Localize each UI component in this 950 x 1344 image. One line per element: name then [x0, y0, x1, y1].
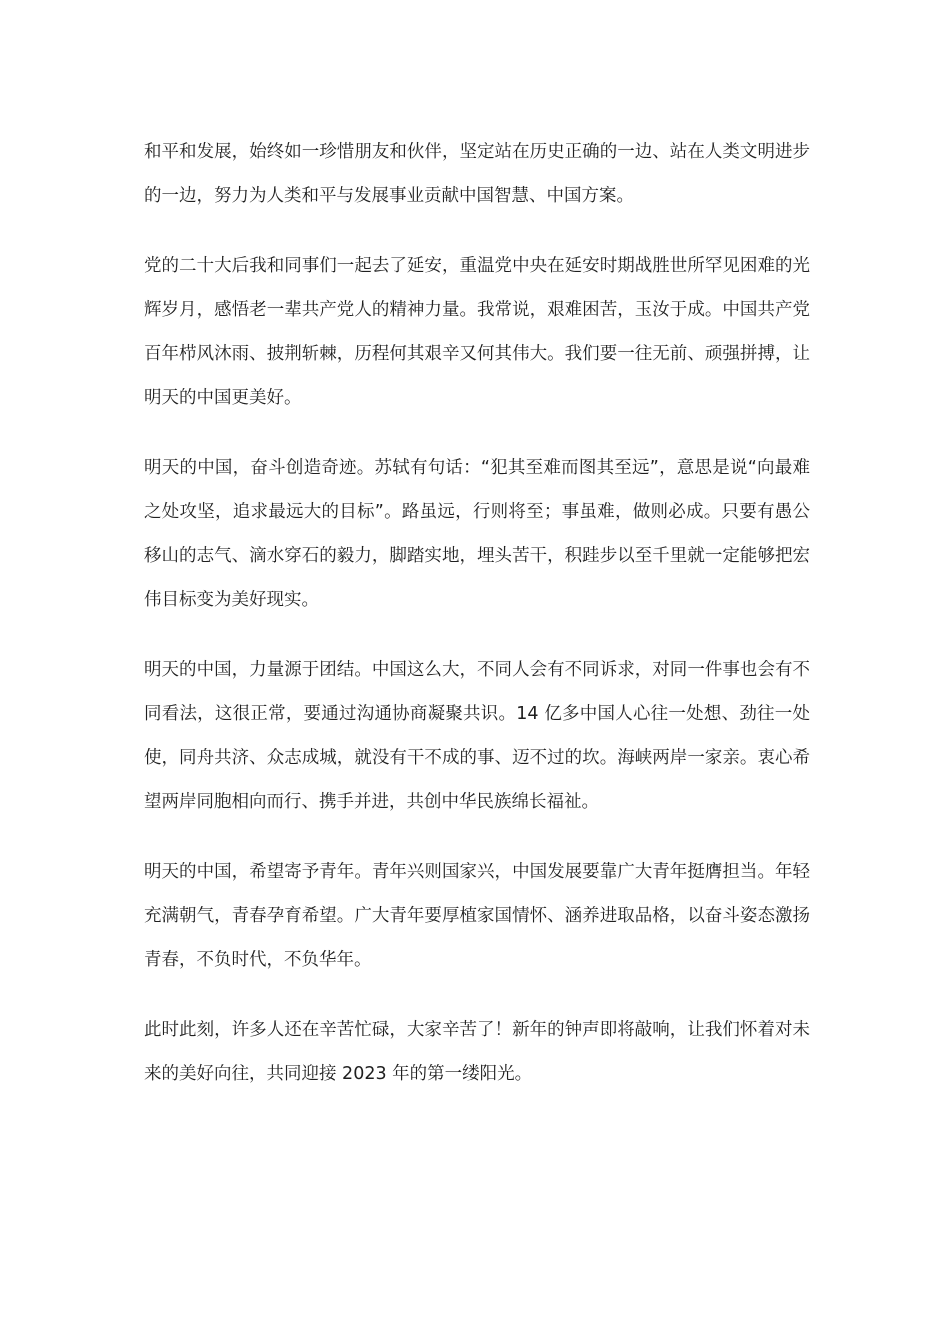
paragraph: 明天的中国，力量源于团结。中国这么大，不同人会有不同诉求，对同一件事也会有不同看法，这很正常，要通过沟通协商凝聚共识。14 亿多中国人心往一处想、劲往一处使，同舟共济、众志成城，就没有干不成的事、迈不过的坎。海峡两岸一家亲。衷心希望两岸同胞相向而行、携手并进，共创中华民族绵长福祉。 — [144, 660, 810, 812]
paragraph: 此时此刻，许多人还在辛苦忙碌，大家辛苦了！新年的钟声即将敲响，让我们怀着对未来的美好向往，共同迎接 2023 年的第一缕阳光。 — [144, 1020, 810, 1084]
paragraph: 和平和发展，始终如一珍惜朋友和伙伴，坚定站在历史正确的一边、站在人类文明进步的一边，努力为人类和平与发展事业贡献中国智慧、中国方案。 — [144, 142, 810, 206]
paragraph: 明天的中国，希望寄予青年。青年兴则国家兴，中国发展要靠广大青年挺膺担当。年轻充满朝气，青春孕育希望。广大青年要厚植家国情怀、涵养进取品格，以奋斗姿态激扬青春，不负时代，不负华年。 — [144, 862, 810, 970]
document-body — [144, 130, 810, 1096]
paragraph: 党的二十大后我和同事们一起去了延安，重温党中央在延安时期战胜世所罕见困难的光辉岁月，感悟老一辈共产党人的精神力量。我常说，艰难困苦，玉汝于成。中国共产党百年栉风沐雨、披荆斩棘，历程何其艰辛又何其伟大。我们要一往无前、顽强拼搏，让明天的中国更美好。 — [144, 256, 810, 408]
paragraph: 明天的中国，奋斗创造奇迹。苏轼有句话：“犯其至难而图其至远”，意思是说“向最难之处攻坚，追求最远大的目标”。路虽远，行则将至；事虽难，做则必成。只要有愚公移山的志气、滴水穿石的毅力，脚踏实地，埋头苦干，积跬步以至千里就一定能够把宏伟目标变为美好现实。 — [144, 458, 810, 610]
